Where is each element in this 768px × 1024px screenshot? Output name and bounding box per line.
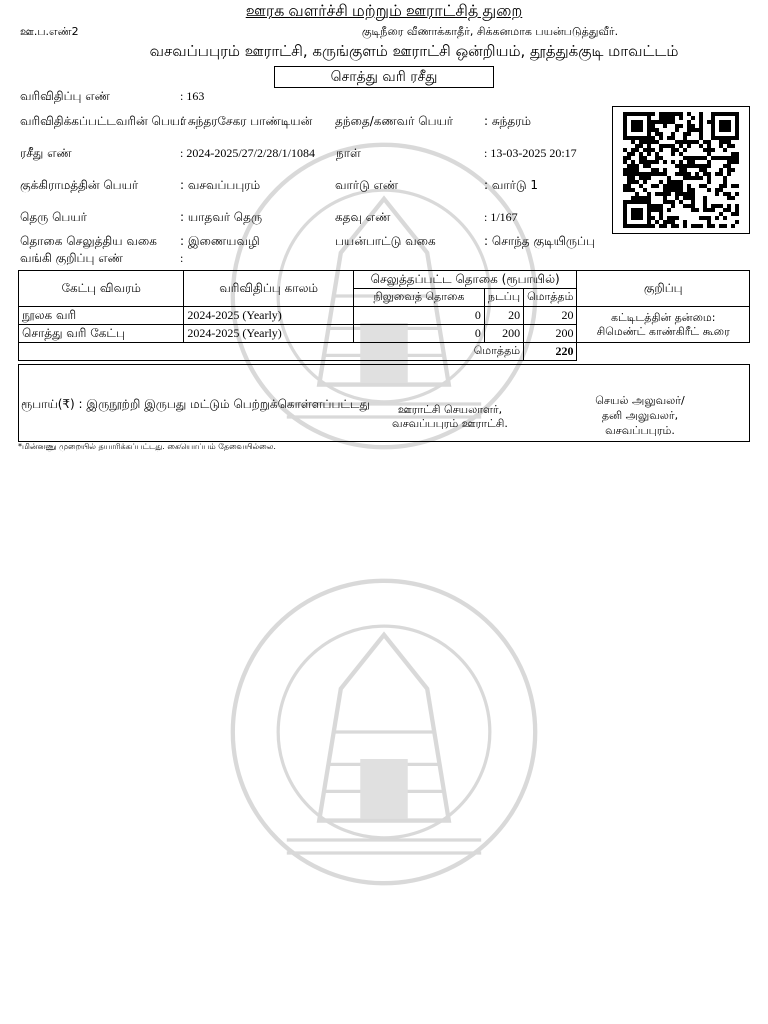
village-value: : வசவப்பபுரம் <box>180 178 261 192</box>
ward-label: வார்டு எண் <box>335 178 399 192</box>
slogan: குடிநீரை வீணாக்காதீர், சிக்கனமாக பயன்படுத்துவீர். <box>361 25 619 38</box>
assessee-label: வரிவிதிக்கப்பட்டவரின் பெயர் <box>20 114 187 128</box>
row-current: 20 <box>484 307 523 325</box>
officer-line-3: வசவப்பபுரம். <box>605 424 675 437</box>
ward-value: : வார்டு 1 <box>484 178 539 192</box>
row-period: 2024-2025 (Yearly) <box>184 325 354 343</box>
form-number: ஊ.ப.எண்2 <box>20 25 79 38</box>
row-period: 2024-2025 (Yearly) <box>184 307 354 325</box>
grand-total-blank <box>577 343 750 361</box>
remarks-line-2: சிமெண்ட் காண்கிரீட் கூரை <box>596 324 730 338</box>
table-header-row <box>19 271 750 289</box>
date-label: நாள் <box>336 146 361 160</box>
assessment-no-value: : 163 <box>180 89 205 103</box>
secretary-line-2: வசவப்பபுரம் ஊராட்சி. <box>392 417 508 430</box>
remarks-cell <box>577 307 750 343</box>
officer-line-2: தனி அலுவலர், <box>601 409 679 422</box>
department-title: ஊரக வளர்ச்சி மற்றும் ஊராட்சித் துறை <box>245 3 523 20</box>
secretary-line-1: ஊராட்சி செயலாளர், <box>397 403 503 416</box>
assessee-value: : சுந்தரசேகர பாண்டியன் <box>180 114 313 128</box>
row-total: 200 <box>524 325 577 343</box>
col-current-header: நடப்பு <box>484 289 523 307</box>
qr-code-image <box>612 106 750 234</box>
grand-total-row <box>19 343 750 361</box>
receipt-title: சொத்து வரி ரசீது <box>274 66 494 88</box>
col-demand-header: கேட்பு விவரம் <box>19 271 184 307</box>
grand-total-value: 220 <box>524 343 577 361</box>
assessment-no-label: வரிவிதிப்பு எண் <box>20 89 110 103</box>
bank-ref-label: வங்கி குறிப்பு எண் <box>20 251 123 265</box>
bank-ref-value: : <box>180 251 184 265</box>
secretary-signature <box>375 403 525 431</box>
usage-value: : சொந்த குடியிருப்பு <box>484 234 595 248</box>
col-paid-group-header: செலுத்தப்பட்ட தொகை (ரூபாயில்) <box>353 271 576 289</box>
col-arrears-header: நிலுவைத் தொகை <box>353 289 484 307</box>
usage-label: பயன்பாட்டு வகை <box>335 234 436 248</box>
footnote: *மின்னணு முறையில் தயாரிக்கப்பட்டது. கையொப்பம் தேவையில்லை. <box>18 442 276 451</box>
street-label: தெரு பெயர் <box>20 210 87 224</box>
village-label: குக்கிராமத்தின் பெயர் <box>20 178 139 192</box>
amount-in-words: ரூபாய்(₹) : இருநூற்றி இருபது மட்டும் பெற்றுக்கொள்ளப்பட்டது <box>21 397 370 411</box>
amount-signature-box <box>18 364 750 442</box>
grand-total-label: மொத்தம் <box>19 343 524 361</box>
table-row <box>19 307 750 325</box>
state-emblem-watermark-bottom <box>222 570 546 894</box>
payment-mode-label: தொகை செலுத்திய வகை <box>20 234 157 248</box>
door-label: கதவு எண் <box>335 210 391 224</box>
receipt-no-value: : 2024-2025/27/2/28/1/1084 <box>180 146 315 160</box>
officer-signature <box>575 393 705 438</box>
panchayat-line: வசவப்பபுரம் ஊராட்சி, கருங்குளம் ஊராட்சி ஒன்றியம், தூத்துக்குடி மாவட்டம் <box>149 42 679 60</box>
date-value: : 13-03-2025 20:17 <box>484 146 577 160</box>
row-current: 200 <box>484 325 523 343</box>
remarks-line-1: கட்டிடத்தின் தன்மை: <box>610 310 716 324</box>
col-total-header: மொத்தம் <box>524 289 577 307</box>
payment-mode-value: : இணையவழி <box>180 234 260 248</box>
officer-line-1: செயல் அலுவலர்/ <box>595 394 685 407</box>
street-value: : யாதவர் தெரு <box>180 210 263 224</box>
receipt-no-label: ரசீது எண் <box>20 146 72 160</box>
row-demand: சொத்து வரி கேட்பு <box>19 325 184 343</box>
qr-code-icon <box>613 107 749 233</box>
door-value: : 1/167 <box>484 210 518 224</box>
col-remarks-header: குறிப்பு <box>577 271 750 307</box>
col-period-header: வரிவிதிப்பு காலம் <box>184 271 354 307</box>
row-demand: நூலக வரி <box>19 307 184 325</box>
row-arrears: 0 <box>353 307 484 325</box>
tax-table <box>18 270 750 361</box>
row-total: 20 <box>524 307 577 325</box>
row-arrears: 0 <box>353 325 484 343</box>
father-value: : சுந்தரம் <box>484 114 532 128</box>
father-label: தந்தை/கணவர் பெயர் <box>335 114 454 128</box>
